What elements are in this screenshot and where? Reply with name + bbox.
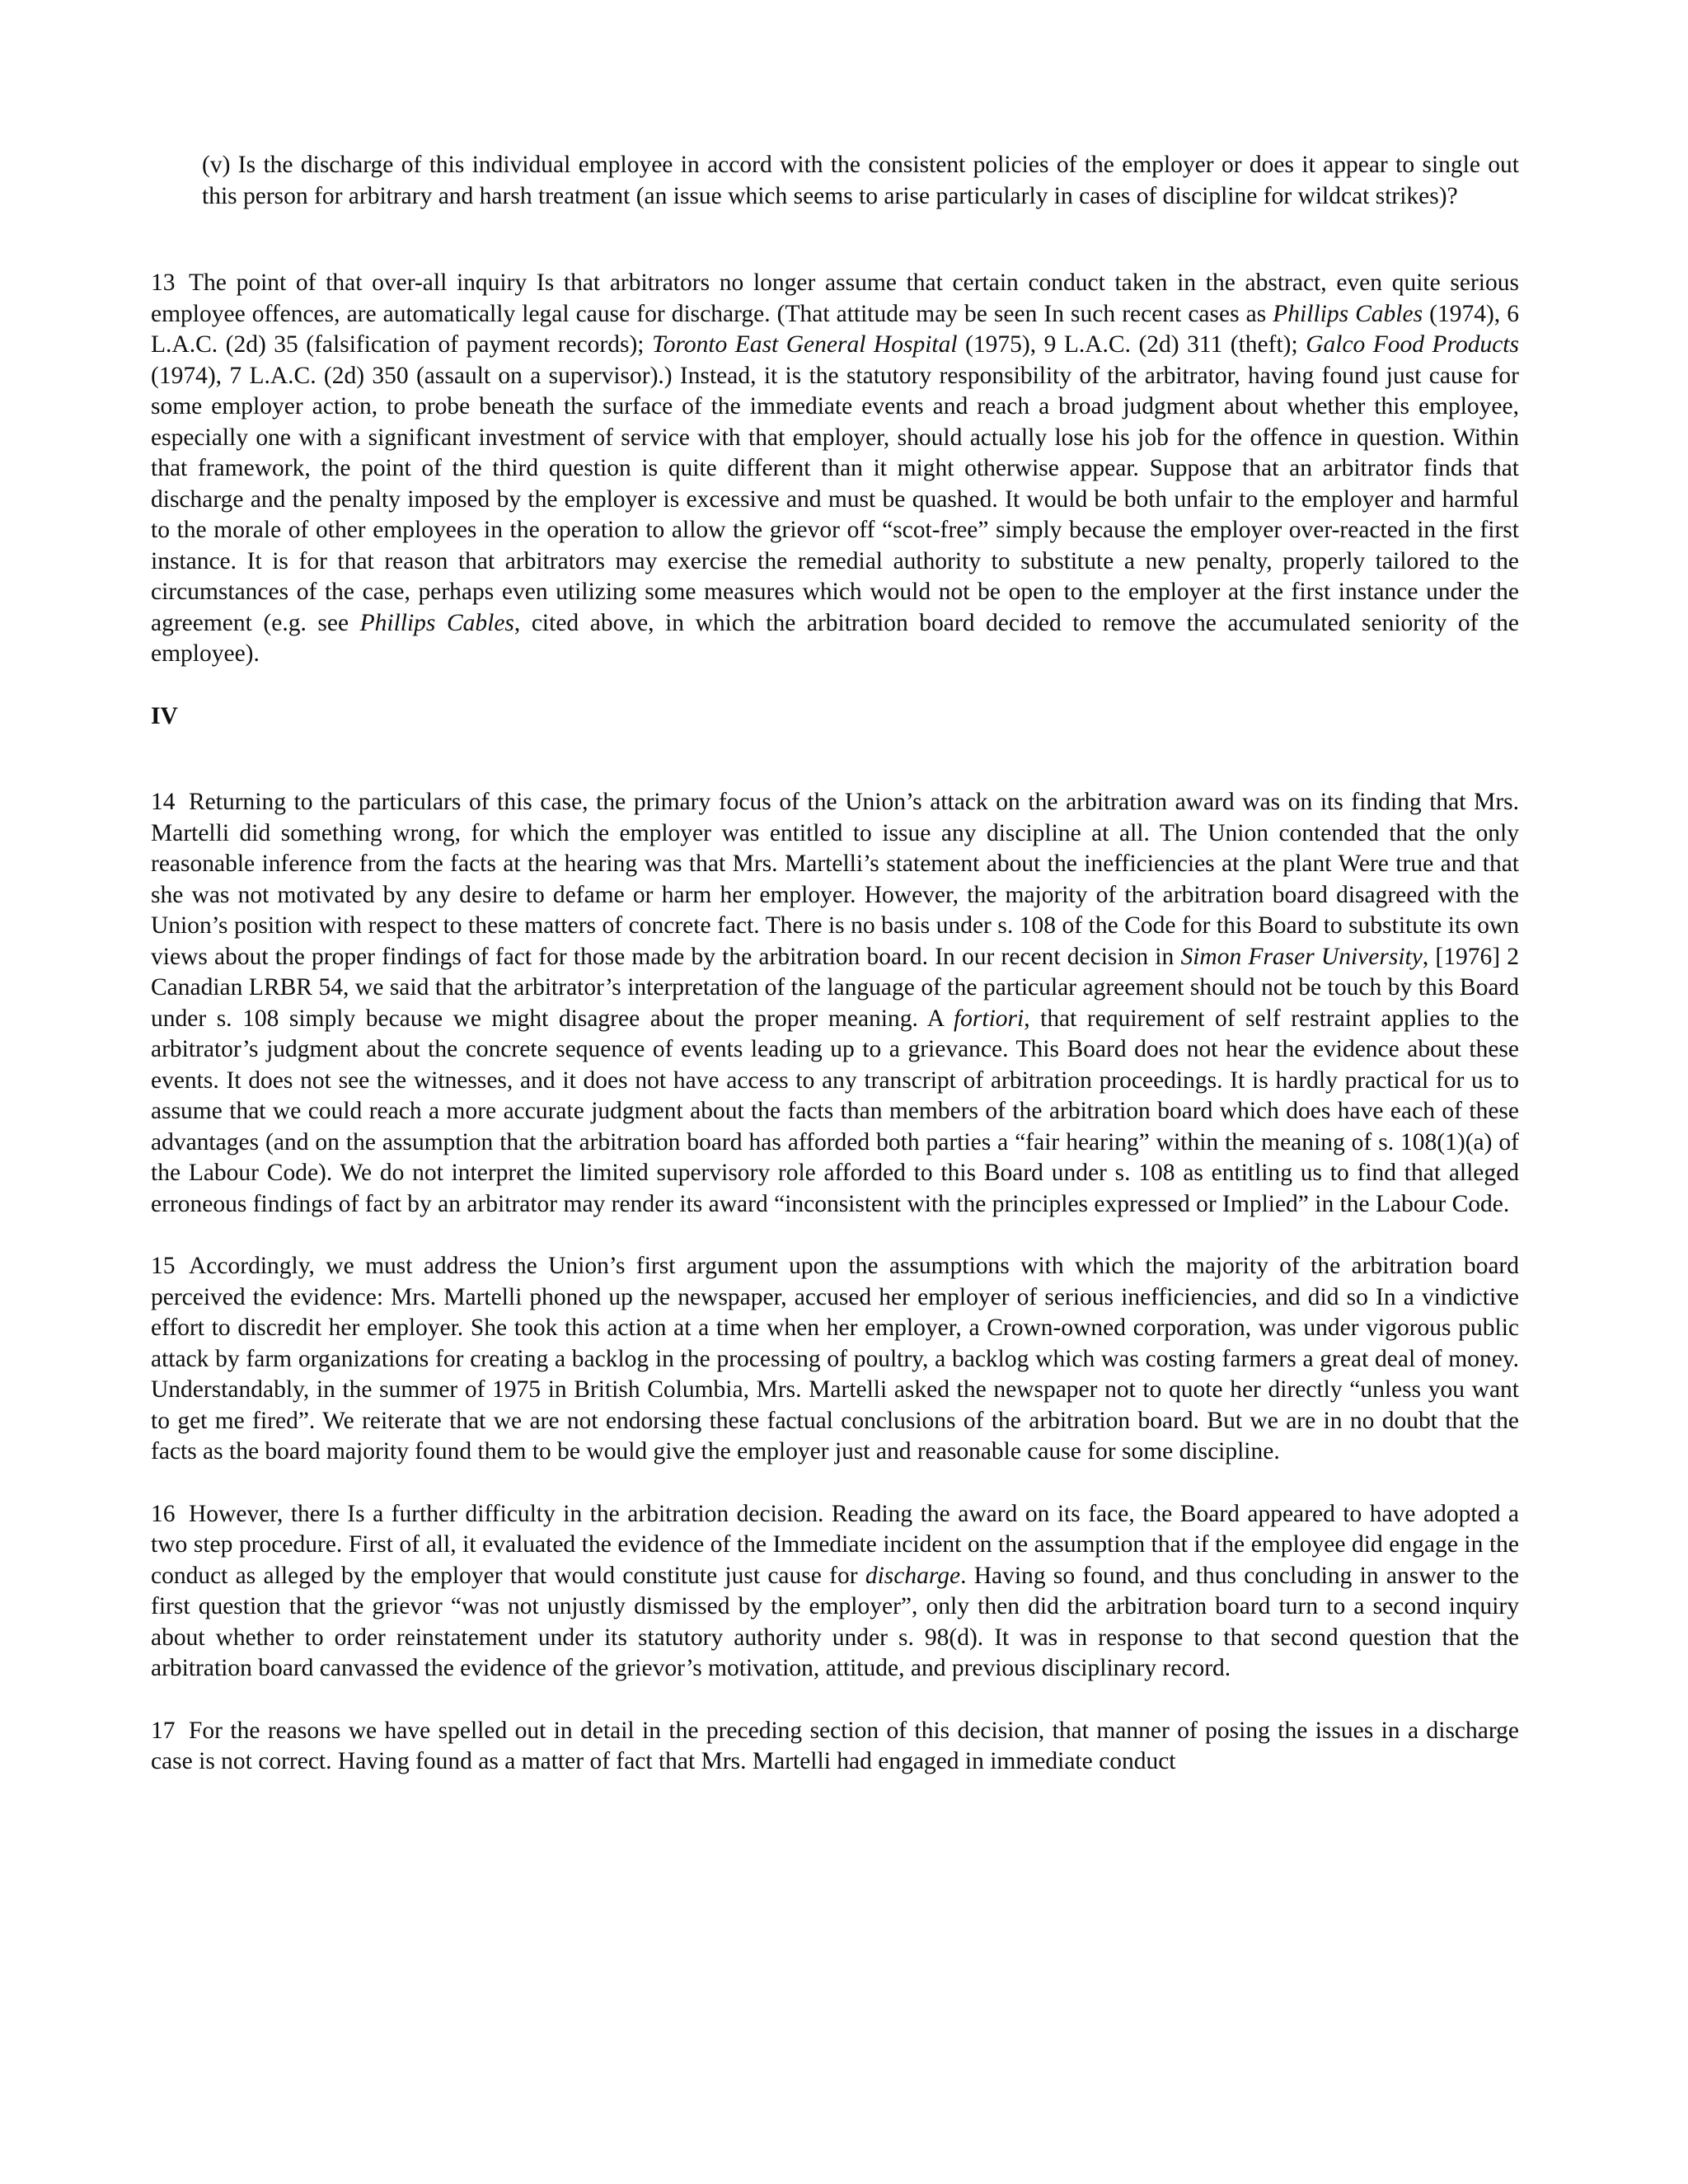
text-run: (1975), 9 L.A.C. (2d) 311 (theft);	[957, 331, 1306, 358]
paragraph-text	[151, 1501, 1519, 1682]
text-run: , [1976] 2 Canadian LRBR 54, we said that the arbitrator’s interpretation of the language of the particular agreement should not be touch by this Board under s. 108 simply because we might disagree about the proper meaning. A	[151, 943, 1520, 1032]
paragraph-13	[151, 268, 1519, 670]
document-body	[151, 150, 1519, 1778]
quoted-criterion-v	[202, 150, 1519, 212]
paragraph-number: 14	[151, 789, 176, 815]
paragraph-15	[151, 1251, 1519, 1468]
text-run: (1974), 6 L.A.C. (2d) 35 (falsification of payment records);	[151, 300, 1520, 358]
text-run: , that requirement of self restraint applies to the arbitrator’s judgment about the concrete sequence of events leading up to a grievance. This Board does not hear the evidence about these events. It does not see the witnesses, and it does not have access to any transcript of arbitration proceedings. It is hardly practical for us to assume that we could reach a more accurate judgment about the facts than members of the arbitration board which does have each of these advantages (and on the assumption that the arbitration board has afforded both parties a “fair hearing” within the meaning of s. 108(1)(a) of the Labour Code). We do not interpret the limited supervisory role afforded to this Board under s. 108 as entitling us to find that alleged erroneous findings of fact by an arbitrator may render its award “inconsistent with the principles expressed or Implied” in the Labour Code.	[151, 1005, 1519, 1217]
italic-citation: Phillips Cables	[359, 609, 514, 636]
text-run: , cited above, in which the arbitration board decided to remove the accumulated seniority of the employee).	[151, 609, 1519, 667]
paragraph-text	[151, 789, 1519, 1217]
text-run: However, there Is a further difficulty in the arbitration decision. Reading the award on its face, the Board appeared to have adopted a two step procedure. First of all, it evaluated the evidence of the Immediate incident on the assumption that if the employee did engage in the conduct as alleged by the employer that would constitute just cause for	[151, 1500, 1519, 1589]
italic-citation: fortiori	[953, 1005, 1025, 1032]
italic-citation: discharge	[865, 1562, 961, 1589]
text-run: The point of that over-all inquiry Is that arbitrators no longer assume that certain conduct taken in the abstract, even quite serious employee offences, are automatically legal cause for discharge. (That attitude may be seen In such recent cases as	[151, 269, 1519, 327]
paragraph-17	[151, 1716, 1519, 1778]
text-run: (v) Is the discharge of this individual employee in accord with the consistent policies of the employer or does it appear to single out this person for arbitrary and harsh treatment (an issue which seems to arise particularly in cases of discipline for wildcat strikes)?	[202, 152, 1519, 209]
paragraph-14	[151, 787, 1519, 1220]
paragraph-text	[151, 1253, 1519, 1465]
text-run: Returning to the particulars of this case, the primary focus of the Union’s attack on the arbitration award was on its finding that Mrs. Martelli did something wrong, for which the employer was entitled to issue any discipline at all. The Union contended that the only reasonable inference from the facts at the hearing was that Mrs. Martelli’s statement about the inefficiencies at the plant Were true and that she was not motivated by any desire to defame or harm her employer. However, the majority of the arbitration board disagreed with the Union’s position with respect to these matters of concrete fact. There is no basis under s. 108 of the Code for this Board to substitute its own views about the proper findings of fact for those made by the arbitration board. In our recent decision in	[151, 789, 1519, 970]
paragraph-text	[151, 269, 1519, 667]
paragraph-number: 17	[151, 1717, 176, 1744]
text-run: For the reasons we have spelled out in detail in the preceding section of this decision, that manner of posing the issues in a discharge case is not correct. Having found as a matter of fact that Mrs. Martelli had engaged in immediate conduct	[151, 1717, 1519, 1774]
text-run: (1974), 7 L.A.C. (2d) 350 (assault on a supervisor).) Instead, it is the statutory responsibility of the arbitrator, having found just cause for some employer action, to probe beneath the surface of the immediate events and reach a broad judgment about whether this employee, especially one with a significant investment of service with that employer, should actually lose his job for the offence in question. Within that framework, the point of the third question is quite different than it might otherwise appear. Suppose that an arbitrator finds that discharge and the penalty imposed by the employer is excessive and must be quashed. It would be both unfair to the employer and harmful to the morale of other employees in the operation to allow the grievor off “scot-free” simply because the employer over-reacted in the first instance. It is for that reason that arbitrators may exercise the remedial authority to substitute a new penalty, properly tailored to the circumstances of the case, perhaps even utilizing some measures which would not be open to the employer at the first instance under the agreement (e.g. see	[151, 362, 1519, 636]
text-run: . Having so found, and thus concluding in answer to the first question that the grievor “was not unjustly dismissed by the employer”, only then did the arbitration board turn to a second inquiry about whether to order reinstatement under its statutory authority under s. 98(d). It was in response to that second question that the arbitration board canvassed the evidence of the grievor’s motivation, attitude, and previous disciplinary record.	[151, 1562, 1519, 1681]
section-heading: IV	[151, 702, 178, 729]
italic-citation: Toronto East General Hospital	[652, 331, 958, 358]
paragraph-number: 16	[151, 1500, 176, 1527]
paragraph-16	[151, 1499, 1519, 1685]
italic-citation: Phillips Cables	[1273, 300, 1423, 327]
text-run: Accordingly, we must address the Union’s first argument upon the assumptions with which the majority of the arbitration board perceived the evidence: Mrs. Martelli phoned up the newspaper, accused her employer of serious inefficiencies, and did so In a vindictive effort to discredit her employer. She took this action at a time when her employer, a Crown-owned corporation, was under vigorous public attack by farm organizations for creating a backlog in the processing of poultry, a backlog which was costing farmers a great deal of money. Understandably, in the summer of 1975 in British Columbia, Mrs. Martelli asked the newspaper not to quote her directly “unless you want to get me fired”. We reiterate that we are not endorsing these factual conclusions of the arbitration board. But we are in no doubt that the facts as the board majority found them to be would give the employer just and reasonable cause for some discipline.	[151, 1253, 1519, 1465]
paragraph-text	[151, 1718, 1519, 1775]
italic-citation: Simon Fraser University	[1180, 943, 1423, 970]
paragraph-number: 15	[151, 1253, 176, 1279]
italic-citation: Galco Food Products	[1306, 331, 1519, 358]
paragraph-number: 13	[151, 269, 176, 296]
